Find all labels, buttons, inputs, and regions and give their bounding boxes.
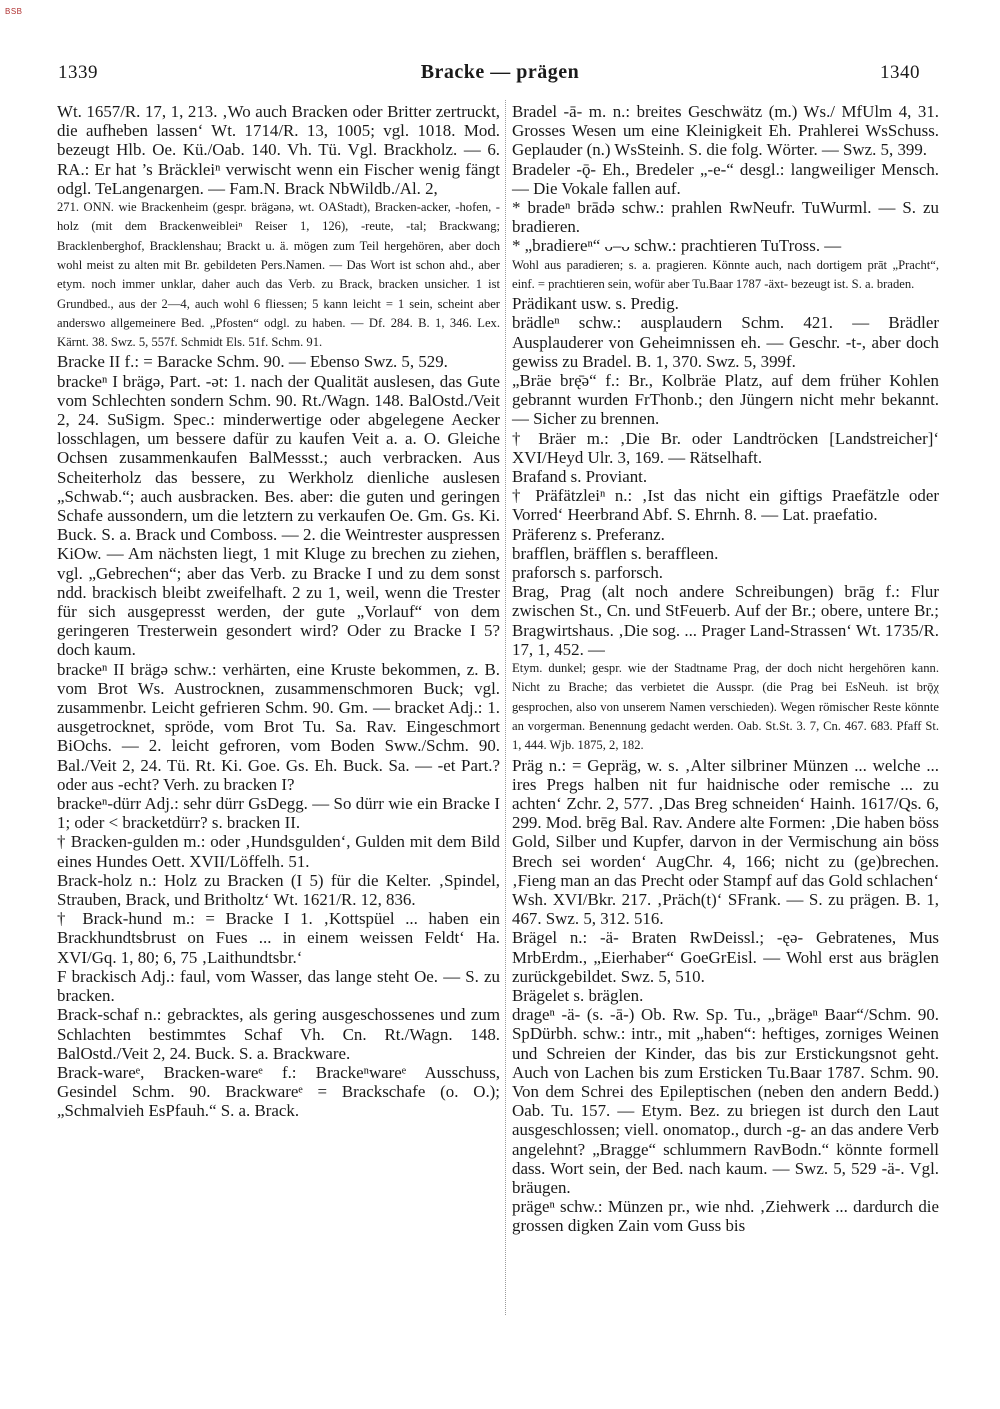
dictionary-entry: Wt. 1657/R. 17, 1, 213. ‚Wo auch Bracken oder Britter zertruckt, die aufheben lassen‘ Wt. 1714/R. 13, 1005; vgl. 1018. Mod. bezeugt Hlb. Oe. Kü./Oab. 140. Vh. Tü. Vgl. Brackholz. — 6. RA.: Er hat ’s Bräckleiⁿ verwischt wenn ein Fischer wenig fängt odgl. TeLangenargen. — Fam.N. Brack NbWildb./Al. 2, bbox=[57, 102, 500, 198]
dictionary-entry: Brägel n.: -ä- Braten RwDeissl.; -ęə- Gebratenes, Mus MrbErdm., „Eierhaber“ GoeGrEisl. — Wohl erst aus bräglen zurückgebildet. Swz. 5, 510. bbox=[512, 928, 939, 986]
dictionary-entry: † Brack-hund m.: = Bracke I 1. ‚Kottspüel ... haben ein Brackhundtsbrust on Fues ... in einem weissen Feldt‘ Ha. XVI/Gq. 1, 80; 6, 75 ‚Laithundtsbr.‘ bbox=[57, 909, 500, 967]
dictionary-entry: brackeⁿ-dürr Adj.: sehr dürr GsDegg. — So dürr wie ein Bracke I 1; oder < bracketdürr? s. bracken II. bbox=[57, 794, 500, 833]
dictionary-entry: Wohl aus paradieren; s. a. pragieren. Könnte auch, nach dortigem prāt „Pracht“, einf. = prachtieren sein, wofür aber Tu.Baar 1787 -äxt- bezeugt ist. S. a. braden. bbox=[512, 257, 939, 291]
dictionary-entry: Präg n.: = Gepräg, w. s. ‚Alter silbriner Münzen ... welche ... ires Pregs halben nit fur haidnische oder remische ... zu achten‘ Zchr. 2, 577. ‚Das Breg schneiden‘ Hainh. 1617/Qs. 6, 299. Mod. brēg Bal. Rav. Andere alte Formen: ‚Die haben böss Gold, Silber und Kupfer, darvon in der Vermischung ain böss Brech sei worden‘ AugChr. 4, 166; nicht zu (ge)brechen. ‚Fieng man an das Precht oder Stampf auf das Gold schlachen‘ Wsh. XVI/Bkr. 217. ‚Präch(t)‘ SFrank. — S. zu prägen. B. 1, 467. Swz. 5, 312. 516. bbox=[512, 755, 939, 929]
dictionary-entry: Etym. dunkel; gespr. wie der Stadtname Prag, der doch nicht hergehören kann. Nicht zu Brache; das verbietet die Ausspr. (die Prag bei EsNeuh. ist brǭχ gesprochen, also von unserem Namen verschieden). Wegen römischer Reste könnte an vorgerman. Benennung gedacht werden. Oab. St.St. 3. 7, Cn. 467. 683. Pfaff St. 1, 444. Wjb. 1875, 2, 182. bbox=[512, 661, 939, 753]
dictionary-entry: brackeⁿ I brägə, Part. -ət: 1. nach der Qualität auslesen, das Gute vom Schlechten sondern Schm. 90. Rt./Wagn. 148. BalOstd./Veit 2, 24. SuSigm. Spec.: minderwertige oder abgelegene Aecker losschlagen, um bessere dafür zu kaufen Veit a. a. O. Gleiche Ochsen zusammenkaufen BalMessst.; auch verbracken. Aus Scheiterholz das bessere, zu Werkholz dienliche auslesen „Schwab.“; auch ausbracken. Bes. aber: die guten und geringen Schafe aussondern, um die letztern zu verkaufen Oe. Gm. Gs. Ki. Buck. S. a. Brack und Comboss. — 2. die Weintrester auspressen KiOw. — Am nächsten liegt, 1 mit Kluge zu brechen zu ziehen, vgl. „Gebrechen“; aber das Verb. zu Bracke I und zu dem sonst ndd. brackisch bleibt zweifelhaft. 2 zu 1, weil, wenn die Trester für sich ausgepresst werden, der gute „Vorlauf“ von dem geringeren Tresterwein gesondert wird? Oder zu Bracke I 5? doch kaum. bbox=[57, 371, 500, 660]
page-number-left: 1339 bbox=[58, 62, 98, 83]
dictionary-entry: brafflen, bräfflen s. beraffleen. bbox=[512, 543, 719, 563]
dictionary-entry: Bracke II f.: = Baracke Schm. 90. — Ebenso Swz. 5, 529. bbox=[57, 352, 448, 372]
page-number-right: 1340 bbox=[880, 62, 920, 83]
dictionary-entry: prägeⁿ schw.: Münzen pr., wie nhd. ‚Ziehwerk ... dardurch die grossen digken Zain vom Guss bis bbox=[512, 1197, 939, 1236]
dictionary-entry: † Bräer m.: ‚Die Br. oder Landtröcken [Landstreicher]‘ XVI/Heyd Ulr. 3, 169. — Rätselhaft. bbox=[512, 428, 939, 467]
dictionary-entry: * bradeⁿ brādə schw.: prahlen RwNeufr. TuWurml. — S. zu bradieren. bbox=[512, 198, 939, 237]
library-stamp: BSB bbox=[5, 7, 23, 16]
left-column bbox=[57, 102, 500, 1121]
dictionary-entry: 271. ONN. wie Brackenheim (gespr. brägənə, wt. OAStadt), Bracken-acker, -hofen, -holz (mit dem Brackenweibleiⁿ Reiser 1, 126), -reute, -tal; Brackwang; Bracklenberghof, Bracklenshau; Brackt u. ä. mögen zum Teil hergehören, aber doch wohl meist zu alten mit Br. gebildeten Pers.Namen. — Das Wort ist schon ahd., aber etym. noch immer unklar, daher auch das Verb. zu Brack, bracken unsicher. 1 ist Grundbed., aus der 2—4, auch wohl 6 fliessen; 5 kann leicht = 1 sein, scheint aber anderswo allgemeinere Bed. „Pfosten“ odgl. zu haben. — Df. 284. B. 1, 346. Lex. Kärnt. 38. Swz. 5, 557f. Schmidt Els. 51f. Schm. 91. bbox=[57, 200, 500, 350]
dictionary-entry: Bradeler -ǭ- Eh., Bredeler „-e-“ desgl.: langweiliger Mensch. — Die Vokale fallen auf. bbox=[512, 159, 939, 198]
dictionary-entry: † Präfätzleiⁿ n.: ‚Ist das nicht ein giftigs Praefätzle oder Vorred‘ Heerbrand Abf. S. Ehrnh. 8. — Lat. praefatio. bbox=[512, 486, 939, 525]
page-header bbox=[0, 56, 1000, 84]
dictionary-entry: Präferenz s. Preferanz. bbox=[512, 524, 665, 544]
dictionary-entry: Brack-schaf n.: gebracktes, als gering ausgeschossenes und zum Schlachten bestimmtes Schaf Vh. Cn. Rt./Wagn. 148. BalOstd./Veit 2, 24. Buck. S. a. Brackware. bbox=[57, 1005, 500, 1063]
column-divider bbox=[505, 100, 506, 1315]
right-column bbox=[512, 102, 939, 1236]
dictionary-entry: Brag, Prag (alt noch andere Schreibungen) brāg f.: Flur zwischen St., Cn. und StFeuerb. Auf der Br.; obere, untere Br.; Bragwirtshaus. ‚Die sog. ... Prager Land-Strassen‘ Wt. 1735/R. 17, 1, 452. — bbox=[512, 582, 939, 659]
dictionary-entry: brädleⁿ schw.: ausplaudern Schm. 421. — Brädler Ausplauderer von Geheimnissen eh. — Geschr. -t-, aber doch gewiss zu Bradel. B. 1, 370. Swz. 5, 399f. bbox=[512, 313, 939, 371]
dictionary-entry: † Bracken-gulden m.: oder ‚Hundsgulden‘, Gulden mit dem Bild eines Hundes Oett. XVII/Löffelh. 51. bbox=[57, 832, 500, 871]
dictionary-entry: Bradel -ā- m. n.: breites Geschwätz (m.) Ws./ MfUlm 4, 31. Grosses Wesen um eine Kleinigkeit Eh. Prahlerei WsSchuss. Geplauder (n.) WsSteinh. S. die folg. Wörter. — Swz. 5, 399. bbox=[512, 102, 939, 160]
dictionary-entry: F brackisch Adj.: faul, vom Wasser, das lange steht Oe. — S. zu bracken. bbox=[57, 966, 500, 1006]
dictionary-entry: * „bradiereⁿ“ ᴗ‒ᴗ schw.: prachtieren TuTross. — bbox=[512, 236, 842, 256]
dictionary-entry: Prädikant usw. s. Predig. bbox=[512, 294, 679, 314]
dictionary-entry: brackeⁿ II brägə schw.: verhärten, eine Kruste bekommen, z. B. vom Brot Ws. Austrocknen, zusammenschmoren Buck; vgl. zusammenbr. Leicht gefrieren Schm. 90. Gm. — bracket Adj.: 1. ausgetrocknet, spröde, vom Brot Tu. Sa. Rav. Eingeschmort BiOchs. — 2. leicht gefroren, vom Boden Sww./Schm. 90. Bal./Veit 2, 24. Tü. Rt. Ki. Goe. Gs. Eh. Buck. Sa. — -et Part.? oder aus -echt? Verh. zu bracken I? bbox=[57, 659, 500, 794]
running-title: Bracke — prägen bbox=[420, 61, 580, 83]
dictionary-entry: Brägelet s. bräglen. bbox=[512, 986, 644, 1005]
dictionary-entry: „Bräe brę̄ə“ f.: Br., Kolbräe Platz, auf dem früher Kohlen gebrannt wurden FrThonb.; den Jüngern nicht mehr bekannt. — Sicher zu brennen. bbox=[512, 371, 939, 429]
dictionary-entry: Brafand s. Proviant. bbox=[512, 467, 648, 487]
dictionary-entry: Brack-holz n.: Holz zu Bracken (I 5) für die Kelter. ‚Spindel, Strauben, Brack, und Britholtz‘ Wt. 1621/R. 12, 836. bbox=[57, 870, 500, 910]
dictionary-entry: drageⁿ -ä- (s. -ā-) Ob. Rw. Sp. Tu., „brägeⁿ Baar“/Schm. 90. SpDürbh. schw.: intr., mit „haben“: heftiges, zorniges Weinen und Schreien der Kinder, das bis zur Erstickungsnot geht. Auch von Lachen bis zum Ersticken Tu.Baar 1787. Schm. 90. Von dem Schrei des Epileptischen (neben den andern Bedd.) Oab. Tu. 157. — Etym. Bez. zu briegen ist durch den Laut ausgeschlossen; viell. onomatop., durch -g- an das andere Verb angelehnt? „Bragge“ schlummern RavBodn.“ könnte formell dass. Wort sein, der Bed. nach kaum. — Swz. 5, 529 -ä-. Vgl. bräugen. bbox=[512, 1005, 939, 1198]
dictionary-entry: praforsch s. parforsch. bbox=[512, 563, 664, 583]
dictionary-entry: Brack-wareᵉ, Bracken-wareᵉ f.: Brackeⁿwareᵉ Ausschuss, Gesindel Schm. 90. Brackwareᵉ = Brackschafe (o. O.); „Schmalvieh EsPfauh.“ S. a. Brack. bbox=[57, 1062, 500, 1121]
